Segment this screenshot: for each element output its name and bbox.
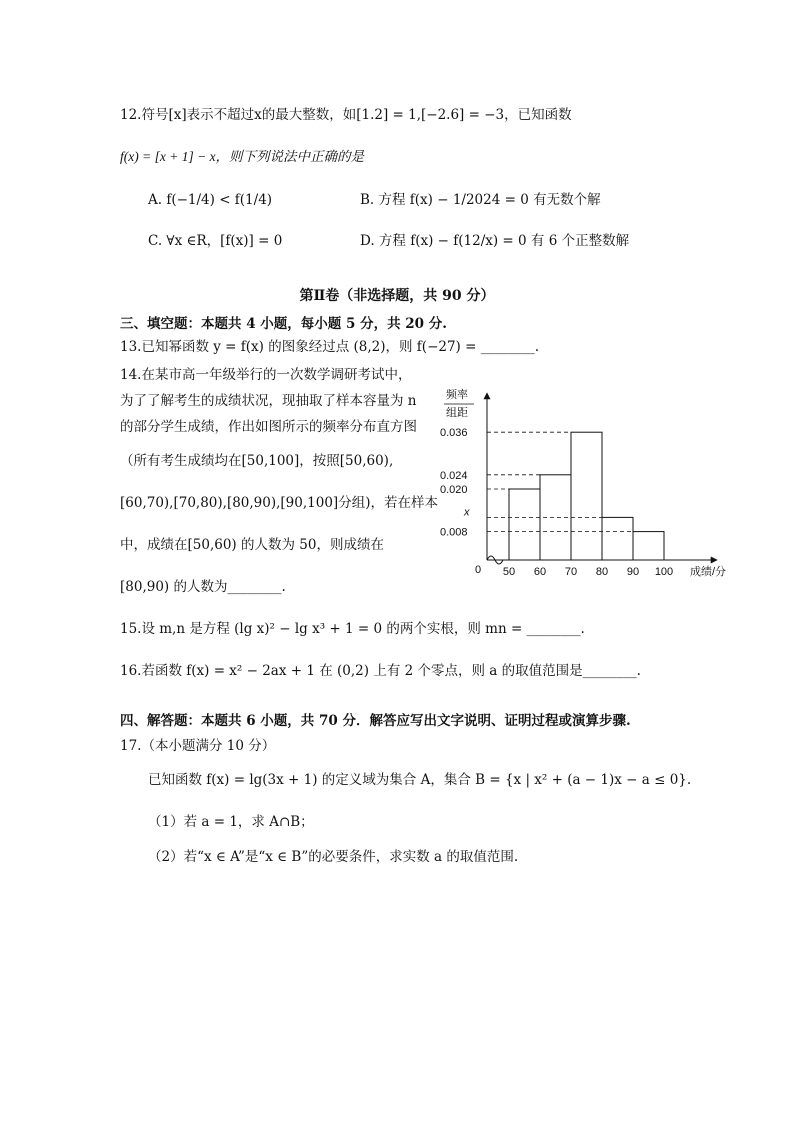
x-tick-label: 50 (502, 566, 516, 578)
histogram-bar (571, 432, 602, 560)
q17-title: 17.（本小题满分 10 分） (120, 738, 276, 754)
q14-line6: 中，成绩在[50,60) 的人数为 50，则成绩在 (120, 537, 384, 553)
q14-line2: 为了了解考生的成绩状况，现抽取了样本容量为 n (120, 393, 417, 409)
histogram-bar (602, 517, 633, 560)
x-axis-label: 成绩/分 (690, 566, 727, 578)
q12-option-c: C. ∀x ∈R，[f(x)] = 0 (148, 233, 283, 249)
fill-in-header: 三、填空题：本题共 4 小题，每小题 5 分，共 20 分. (120, 316, 447, 332)
q13: 13.已知幂函数 y = f(x) 的图象经过点 (8,2)，则 f(−27) = ________. (120, 339, 540, 355)
x-tick-label: 70 (564, 566, 578, 578)
q14-line5: [60,70),[70,80),[80,90),[90,100]分组)，若在样本 (120, 495, 438, 511)
solution-header: 四、解答题：本题共 6 小题，共 70 分．解答应写出文字说明、证明过程或演算步骤. (120, 713, 631, 729)
q14-line7: [80,90) 的人数为________. (120, 579, 286, 595)
y-tick-label: 0.024 (440, 469, 468, 482)
y-tick-label: x (464, 506, 470, 519)
q14-line4: （所有考生成绩均在[50,100]，按照[50,60), (120, 453, 394, 469)
q14-line1: 14.在某市高一年级举行的一次数学调研考试中， (120, 367, 412, 383)
y-axis-label-bottom: 组距 (446, 407, 468, 419)
histogram-bar (633, 532, 664, 560)
y-tick-label: 0.008 (440, 526, 468, 539)
q17-stem: 已知函数 f(x) = lg(3x + 1) 的定义域为集合 A，集合 B = {x | x² + (a − 1)x − a ≤ 0}. (148, 772, 692, 788)
x-tick-label: 80 (595, 566, 609, 578)
y-tick-label: 0.036 (440, 427, 468, 440)
frequency-histogram (432, 378, 747, 588)
q14-line3: 的部分学生成绩，作出如图所示的频率分布直方图 (120, 419, 417, 435)
q16: 16.若函数 f(x) = x² − 2ax + 1 在 (0,2) 上有 2 个零点，则 a 的取值范围是________. (120, 663, 641, 679)
origin-label: 0 (475, 564, 482, 576)
y-tick-label: 0.020 (440, 484, 468, 496)
histogram-bar (509, 489, 540, 560)
q12-line2: f(x) = [x + 1] − x，则下列说法中正确的是 (120, 149, 365, 164)
x-tick-label: 100 (654, 566, 674, 578)
q17-part2: （2）若“x ∈ A”是“x ∈ B”的必要条件，求实数 a 的取值范围. (148, 849, 519, 865)
q12-option-b: B. 方程 f(x) − 1/2024 = 0 有无数个解 (360, 192, 601, 208)
q17-part1: （1）若 a = 1，求 A∩B； (148, 814, 314, 830)
x-tick-label: 60 (533, 566, 547, 578)
y-axis-label-top: 频率 (446, 389, 468, 401)
section2-title: 第Ⅱ卷（非选择题，共 90 分） (299, 288, 495, 304)
q12-option-a: A. f(−1/4) < f(1/4) (148, 192, 273, 208)
q12-option-d: D. 方程 f(x) − f(12/x) = 0 有 6 个正整数解 (360, 233, 630, 249)
q12-line1: 12.符号[x]表示不超过x的最大整数，如[1.2] = 1,[−2.6] = −3，已知函数 (120, 107, 572, 123)
q15: 15.设 m,n 是方程 (lg x)² − lg x³ + 1 = 0 的两个实根，则 mn = ________. (120, 621, 585, 637)
x-tick-label: 90 (626, 566, 640, 578)
